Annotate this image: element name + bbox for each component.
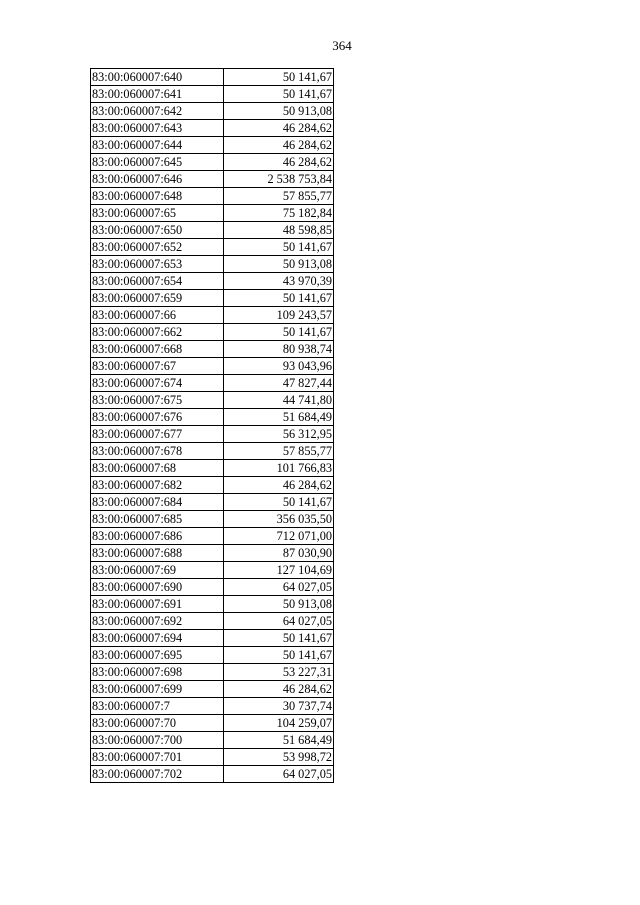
value-cell: 48 598,85 bbox=[224, 222, 334, 239]
value-cell: 50 141,67 bbox=[224, 239, 334, 256]
table-row bbox=[91, 171, 334, 188]
value-cell: 64 027,05 bbox=[224, 579, 334, 596]
cadastral-number-cell: 83:00:060007:698 bbox=[91, 664, 224, 681]
value-cell: 46 284,62 bbox=[224, 154, 334, 171]
table-body bbox=[91, 69, 334, 783]
cadastral-number-cell: 83:00:060007:648 bbox=[91, 188, 224, 205]
cadastral-number-cell: 83:00:060007:688 bbox=[91, 545, 224, 562]
table-row bbox=[91, 273, 334, 290]
value-cell: 43 970,39 bbox=[224, 273, 334, 290]
cadastral-number-cell: 83:00:060007:662 bbox=[91, 324, 224, 341]
table-row bbox=[91, 749, 334, 766]
value-cell: 56 312,95 bbox=[224, 426, 334, 443]
table-row bbox=[91, 392, 334, 409]
table-row bbox=[91, 341, 334, 358]
value-cell: 64 027,05 bbox=[224, 766, 334, 783]
value-cell: 50 141,67 bbox=[224, 630, 334, 647]
table-row bbox=[91, 460, 334, 477]
table-row bbox=[91, 375, 334, 392]
value-cell: 80 938,74 bbox=[224, 341, 334, 358]
value-cell: 50 141,67 bbox=[224, 69, 334, 86]
value-cell: 109 243,57 bbox=[224, 307, 334, 324]
value-cell: 57 855,77 bbox=[224, 443, 334, 460]
cadastral-number-cell: 83:00:060007:690 bbox=[91, 579, 224, 596]
table-row bbox=[91, 222, 334, 239]
value-cell: 50 141,67 bbox=[224, 290, 334, 307]
table-row bbox=[91, 528, 334, 545]
table-row bbox=[91, 307, 334, 324]
table-row bbox=[91, 562, 334, 579]
value-cell: 50 913,08 bbox=[224, 256, 334, 273]
value-cell: 30 737,74 bbox=[224, 698, 334, 715]
value-cell: 46 284,62 bbox=[224, 681, 334, 698]
cadastral-number-cell: 83:00:060007:650 bbox=[91, 222, 224, 239]
cadastral-number-cell: 83:00:060007:653 bbox=[91, 256, 224, 273]
table-row bbox=[91, 426, 334, 443]
value-cell: 712 071,00 bbox=[224, 528, 334, 545]
table-row bbox=[91, 647, 334, 664]
table-row bbox=[91, 256, 334, 273]
value-cell: 53 998,72 bbox=[224, 749, 334, 766]
table-row bbox=[91, 681, 334, 698]
cadastral-number-cell: 83:00:060007:640 bbox=[91, 69, 224, 86]
table-row bbox=[91, 477, 334, 494]
table-row bbox=[91, 290, 334, 307]
value-cell: 104 259,07 bbox=[224, 715, 334, 732]
cadastral-number-cell: 83:00:060007:682 bbox=[91, 477, 224, 494]
value-cell: 50 913,08 bbox=[224, 103, 334, 120]
table-row bbox=[91, 358, 334, 375]
table-row bbox=[91, 511, 334, 528]
cadastral-number-cell: 83:00:060007:642 bbox=[91, 103, 224, 120]
table-row bbox=[91, 766, 334, 783]
value-cell: 46 284,62 bbox=[224, 120, 334, 137]
cadastral-number-cell: 83:00:060007:668 bbox=[91, 341, 224, 358]
table-row bbox=[91, 137, 334, 154]
cadastral-number-cell: 83:00:060007:692 bbox=[91, 613, 224, 630]
table-row bbox=[91, 596, 334, 613]
cadastral-number-cell: 83:00:060007:652 bbox=[91, 239, 224, 256]
cadastral-number-cell: 83:00:060007:69 bbox=[91, 562, 224, 579]
table-row bbox=[91, 103, 334, 120]
table-row bbox=[91, 443, 334, 460]
value-cell: 50 141,67 bbox=[224, 86, 334, 103]
cadastral-number-cell: 83:00:060007:702 bbox=[91, 766, 224, 783]
value-cell: 51 684,49 bbox=[224, 409, 334, 426]
value-cell: 75 182,84 bbox=[224, 205, 334, 222]
value-cell: 87 030,90 bbox=[224, 545, 334, 562]
cadastral-number-cell: 83:00:060007:675 bbox=[91, 392, 224, 409]
value-cell: 44 741,80 bbox=[224, 392, 334, 409]
cadastral-value-table bbox=[90, 68, 334, 783]
value-cell: 93 043,96 bbox=[224, 358, 334, 375]
cadastral-number-cell: 83:00:060007:691 bbox=[91, 596, 224, 613]
table-row bbox=[91, 188, 334, 205]
cadastral-number-cell: 83:00:060007:644 bbox=[91, 137, 224, 154]
table-row bbox=[91, 698, 334, 715]
table-row bbox=[91, 664, 334, 681]
cadastral-number-cell: 83:00:060007:67 bbox=[91, 358, 224, 375]
table-row bbox=[91, 732, 334, 749]
table-row bbox=[91, 86, 334, 103]
cadastral-number-cell: 83:00:060007:643 bbox=[91, 120, 224, 137]
value-cell: 356 035,50 bbox=[224, 511, 334, 528]
table-row bbox=[91, 630, 334, 647]
cadastral-number-cell: 83:00:060007:685 bbox=[91, 511, 224, 528]
value-cell: 51 684,49 bbox=[224, 732, 334, 749]
value-cell: 2 538 753,84 bbox=[224, 171, 334, 188]
table-row bbox=[91, 154, 334, 171]
table-row bbox=[91, 613, 334, 630]
cadastral-number-cell: 83:00:060007:695 bbox=[91, 647, 224, 664]
cadastral-number-cell: 83:00:060007:678 bbox=[91, 443, 224, 460]
value-cell: 57 855,77 bbox=[224, 188, 334, 205]
cadastral-number-cell: 83:00:060007:659 bbox=[91, 290, 224, 307]
value-cell: 50 141,67 bbox=[224, 324, 334, 341]
value-cell: 46 284,62 bbox=[224, 477, 334, 494]
cadastral-number-cell: 83:00:060007:66 bbox=[91, 307, 224, 324]
value-cell: 46 284,62 bbox=[224, 137, 334, 154]
cadastral-number-cell: 83:00:060007:646 bbox=[91, 171, 224, 188]
table-row bbox=[91, 579, 334, 596]
cadastral-number-cell: 83:00:060007:65 bbox=[91, 205, 224, 222]
table-row bbox=[91, 494, 334, 511]
cadastral-number-cell: 83:00:060007:676 bbox=[91, 409, 224, 426]
value-cell: 64 027,05 bbox=[224, 613, 334, 630]
value-cell: 53 227,31 bbox=[224, 664, 334, 681]
page-number: 364 bbox=[332, 38, 352, 53]
cadastral-number-cell: 83:00:060007:700 bbox=[91, 732, 224, 749]
table-row bbox=[91, 69, 334, 86]
value-cell: 101 766,83 bbox=[224, 460, 334, 477]
value-cell: 50 141,67 bbox=[224, 494, 334, 511]
value-cell: 47 827,44 bbox=[224, 375, 334, 392]
cadastral-number-cell: 83:00:060007:68 bbox=[91, 460, 224, 477]
value-cell: 50 913,08 bbox=[224, 596, 334, 613]
cadastral-number-cell: 83:00:060007:699 bbox=[91, 681, 224, 698]
table-row bbox=[91, 409, 334, 426]
table-row bbox=[91, 120, 334, 137]
cadastral-number-cell: 83:00:060007:654 bbox=[91, 273, 224, 290]
cadastral-number-cell: 83:00:060007:674 bbox=[91, 375, 224, 392]
table-row bbox=[91, 545, 334, 562]
cadastral-number-cell: 83:00:060007:677 bbox=[91, 426, 224, 443]
table-row bbox=[91, 324, 334, 341]
cadastral-number-cell: 83:00:060007:7 bbox=[91, 698, 224, 715]
cadastral-number-cell: 83:00:060007:684 bbox=[91, 494, 224, 511]
value-cell: 50 141,67 bbox=[224, 647, 334, 664]
cadastral-number-cell: 83:00:060007:686 bbox=[91, 528, 224, 545]
value-cell: 127 104,69 bbox=[224, 562, 334, 579]
cadastral-number-cell: 83:00:060007:645 bbox=[91, 154, 224, 171]
cadastral-number-cell: 83:00:060007:70 bbox=[91, 715, 224, 732]
table-row bbox=[91, 239, 334, 256]
cadastral-number-cell: 83:00:060007:694 bbox=[91, 630, 224, 647]
table-row bbox=[91, 205, 334, 222]
table-row bbox=[91, 715, 334, 732]
cadastral-number-cell: 83:00:060007:701 bbox=[91, 749, 224, 766]
cadastral-number-cell: 83:00:060007:641 bbox=[91, 86, 224, 103]
